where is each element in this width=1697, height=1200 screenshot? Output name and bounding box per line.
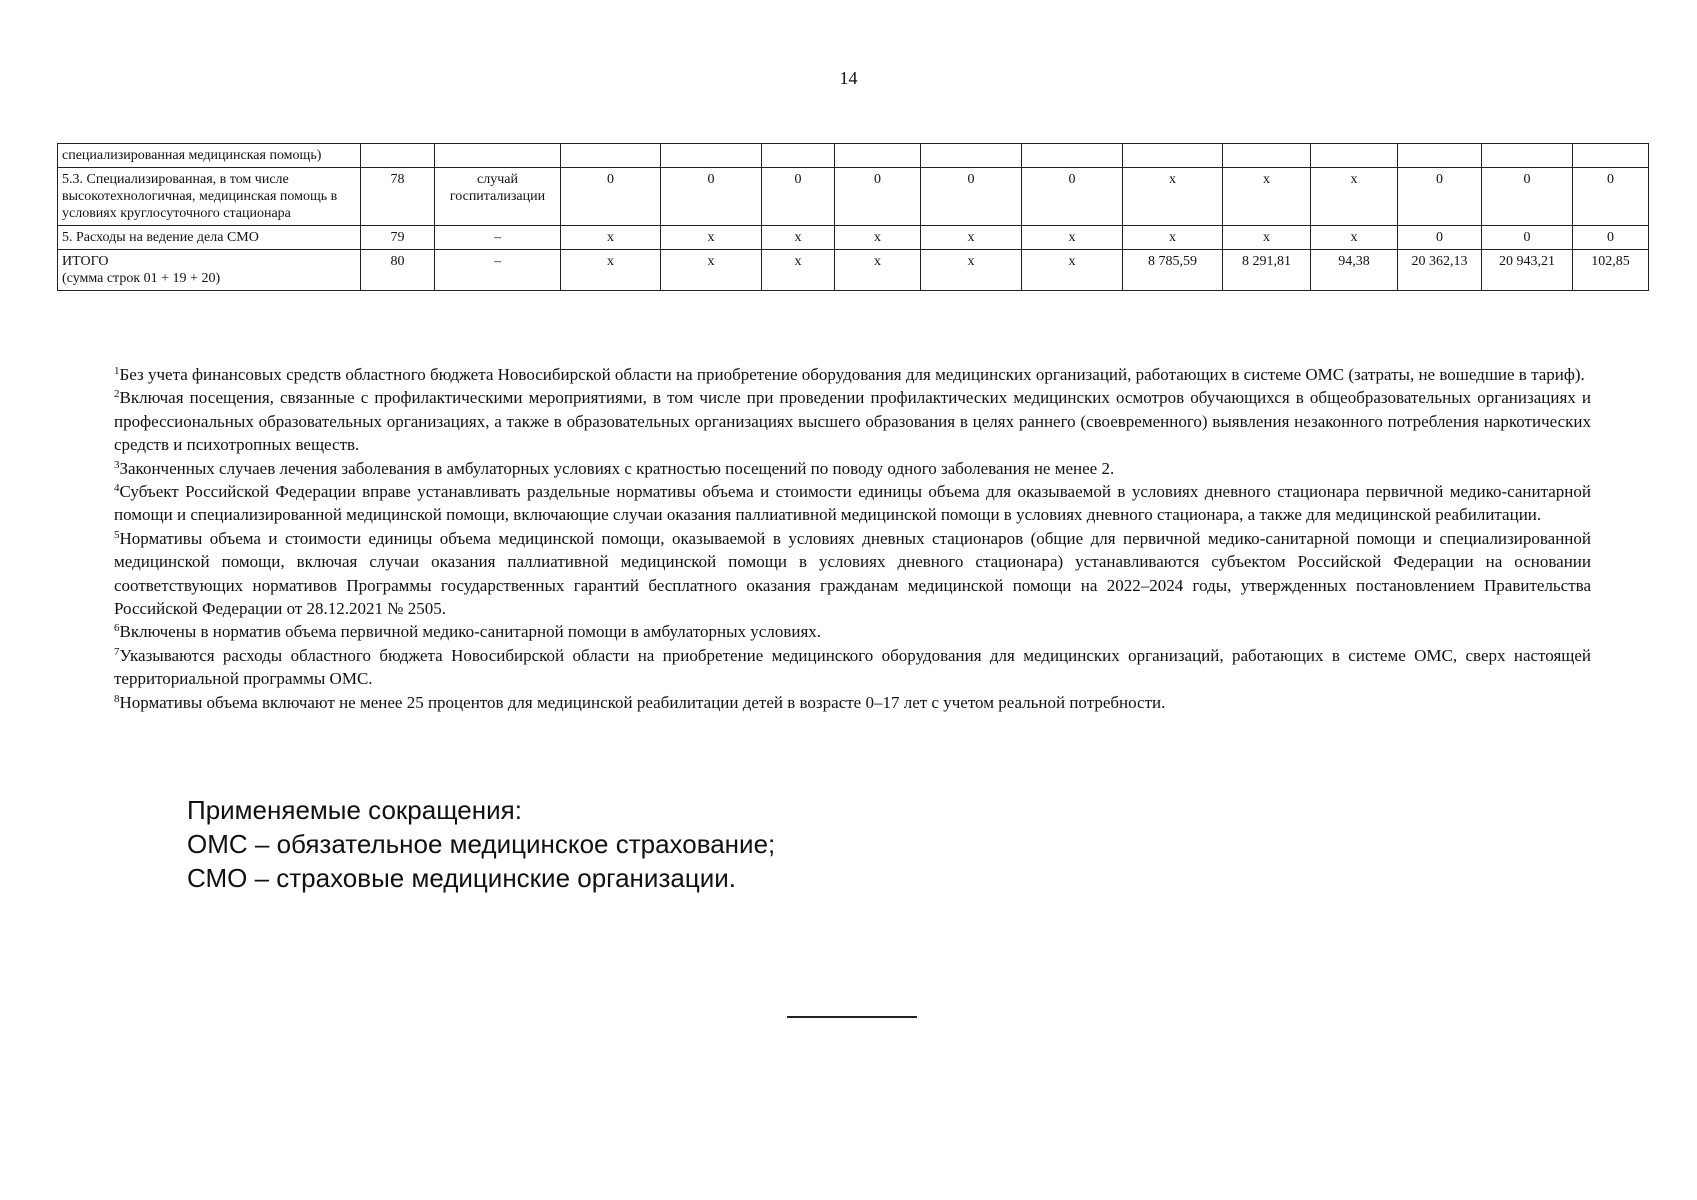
table-cell: x (1022, 250, 1123, 291)
footnote-number: 1 (114, 365, 120, 377)
table-cell (1482, 144, 1573, 168)
table-cell (1311, 144, 1398, 168)
table-cell: x (835, 250, 921, 291)
table-cell: 78 (361, 168, 435, 226)
table-cell (835, 144, 921, 168)
table-cell (1123, 144, 1223, 168)
table-cell: 79 (361, 226, 435, 250)
row-name-cell: 5. Расходы на ведение дела СМО (58, 226, 361, 250)
table-cell: x (835, 226, 921, 250)
footnote-text: Без учета финансовых средств областного бюджета Новосибирской области на приобретение оборудования для медицинских организаций, работающих в системе ОМС (затраты, не вошедшие в тариф). (119, 365, 1585, 384)
abbreviation-smo: СМО – страховые медицинские организации. (187, 863, 736, 893)
table-cell: 0 (921, 168, 1022, 226)
table-cell: x (762, 250, 835, 291)
footnotes (114, 363, 1591, 714)
table-cell (361, 144, 435, 168)
row-name-cell: 5.3. Специализированная, в том числе высокотехнологичная, медицинская помощь в условиях круглосуточного стационара (58, 168, 361, 226)
footnote-text: Субъект Российской Федерации вправе устанавливать раздельные нормативы объема и стоимости единицы объема для оказываемой в условиях дневного стационара первичной медико-санитарной помощи и специализированной медицинской помощи, включающие случаи оказания паллиативной медицинской помощи в условиях дневного стационара, а также для медицинской реабилитации. (114, 482, 1591, 525)
table-cell: случай госпитализации (435, 168, 561, 226)
table-cell (435, 144, 561, 168)
footnote-text: Указываются расходы областного бюджета Новосибирской области на приобретение медицинского оборудования для медицинских организаций, работающих в системе ОМС, сверх настоящей территориальной программы ОМС. (114, 645, 1591, 689)
footnote (114, 620, 1591, 643)
table-cell (1223, 144, 1311, 168)
table-cell: 94,38 (1311, 250, 1398, 291)
table-cell: 0 (661, 168, 762, 226)
table-cell: – (435, 226, 561, 250)
abbreviation-oms: ОМС – обязательное медицинское страхование; (187, 829, 776, 859)
table-cell: x (1223, 168, 1311, 226)
table-cell: x (561, 250, 661, 291)
table-cell: x (1123, 226, 1223, 250)
row-name-cell: специализированная медицинская помощь) (58, 144, 361, 168)
footnote (114, 527, 1591, 621)
table-cell: 0 (1573, 168, 1649, 226)
table-cell (762, 144, 835, 168)
table-cell (1573, 144, 1649, 168)
table-cell: x (762, 226, 835, 250)
table-cell (661, 144, 762, 168)
table-row (58, 168, 1649, 226)
table-cell: 0 (1398, 226, 1482, 250)
table-cell: x (661, 250, 762, 291)
table-cell: 0 (1022, 168, 1123, 226)
table-cell: x (1123, 168, 1223, 226)
table-cell: 8 785,59 (1123, 250, 1223, 291)
table-cell: 20 943,21 (1482, 250, 1573, 291)
footnote (114, 480, 1591, 527)
footnote-number: 5 (114, 528, 120, 541)
table-cell: 8 291,81 (1223, 250, 1311, 291)
table-cell: 102,85 (1573, 250, 1649, 291)
table-cell (1022, 144, 1123, 168)
abbreviations (187, 793, 1287, 895)
table-cell: x (1022, 226, 1123, 250)
footnote (114, 363, 1591, 386)
footnote-number: 8 (114, 692, 120, 705)
table-row (58, 144, 1649, 168)
table-cell: 80 (361, 250, 435, 291)
footnote-text: Включая посещения, связанные с профилактическими мероприятиями, в том числе при проведении профилактических медицинских осмотров обучающихся в общеобразовательных организациях и профессиональных образовательных организациях, а также в образовательных организациях высшего образования в целях раннего (своевременного) выявления незаконного потребления наркотических средств и психотропных веществ. (114, 388, 1591, 455)
table-cell: 0 (835, 168, 921, 226)
table-cell: 20 362,13 (1398, 250, 1482, 291)
footnote-number: 3 (114, 458, 120, 471)
end-rule (787, 1016, 917, 1018)
footnote (114, 457, 1591, 480)
footnote-number: 7 (114, 645, 120, 658)
footnote-text: Включены в норматив объема первичной медико-санитарной помощи в амбулаторных условиях. (119, 622, 822, 642)
table-cell: x (1311, 168, 1398, 226)
table-cell: x (661, 226, 762, 250)
table-cell: x (921, 226, 1022, 250)
row-subtext: (сумма строк 01 + 19 + 20) (62, 271, 221, 286)
page-number: 14 (839, 68, 858, 88)
row-name-cell: ИТОГО (сумма строк 01 + 19 + 20) (58, 250, 361, 291)
table-cell (1398, 144, 1482, 168)
table-row (58, 226, 1649, 250)
table-cell (921, 144, 1022, 168)
table-cell: – (435, 250, 561, 291)
table-cell: 0 (1573, 226, 1649, 250)
footnote-number: 6 (114, 622, 120, 635)
footnote-number: 4 (114, 482, 120, 495)
footnote-number: 2 (114, 388, 120, 401)
data-table (57, 143, 1649, 291)
footnote (114, 386, 1591, 456)
table-cell (561, 144, 661, 168)
table-cell: x (1311, 226, 1398, 250)
abbreviations-heading: Применяемые сокращения: (187, 795, 522, 825)
footnote (114, 644, 1591, 691)
table-cell: 0 (1398, 168, 1482, 226)
table-cell: x (921, 250, 1022, 291)
table-cell: 0 (1482, 168, 1573, 226)
footnote-text: Законченных случаев лечения заболевания в амбулаторных условиях с кратностью посещений по поводу одного заболевания не менее 2. (119, 458, 1115, 478)
table-cell: x (1223, 226, 1311, 250)
table-cell: 0 (1482, 226, 1573, 250)
footnote-text: Нормативы объема и стоимости единицы объема медицинской помощи, оказываемой в условиях дневных стационаров (общие для первичной медико-санитарной помощи и специализированной медицинской помощи, включая случаи оказания паллиативной медицинской помощи в условиях дневного стационара) устанавливаются субъектом Российской Федерации на основании соответствующих нормативов Программы государственных гарантий бесплатного оказания гражданам медицинской помощи на 2022–2024 годы, утвержденных постановлением Правительства Российской Федерации от 28.12.2021 № 2505. (114, 528, 1591, 619)
table-cell: 0 (762, 168, 835, 226)
footnote-text: Нормативы объема включают не менее 25 процентов для медицинской реабилитации детей в возрасте 0–17 лет с учетом реальной потребности. (119, 692, 1166, 712)
footnote (114, 691, 1591, 714)
table-row (58, 250, 1649, 291)
table-cell: 0 (561, 168, 661, 226)
table-cell: x (561, 226, 661, 250)
